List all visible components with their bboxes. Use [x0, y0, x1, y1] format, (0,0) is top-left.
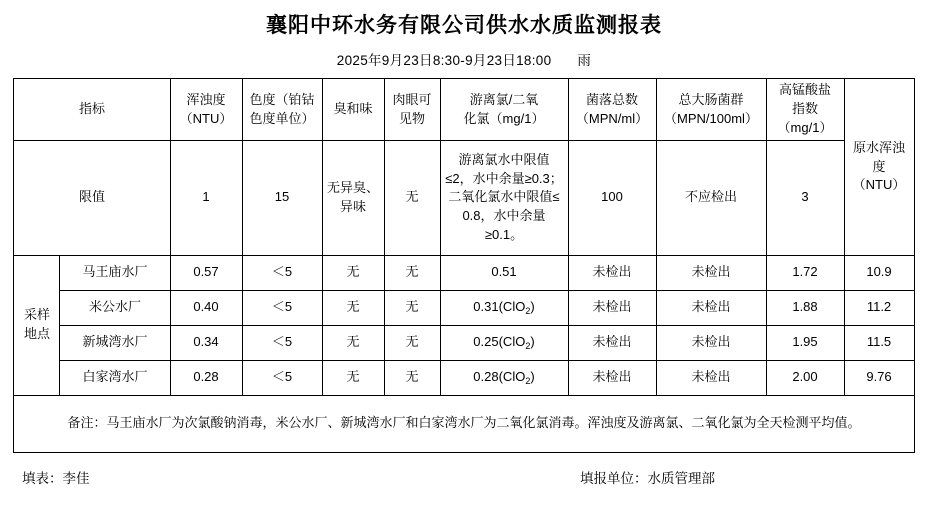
header-turbidity: 浑浊度 （NTU）	[170, 79, 242, 141]
row-colony: 未检出	[568, 360, 656, 395]
limit-chroma: 15	[242, 140, 322, 255]
limit-visible: 无	[384, 140, 440, 255]
limit-label: 限值	[14, 140, 170, 255]
limit-permanganate: 3	[766, 140, 844, 255]
sample-site-label: 采样 地点	[14, 255, 60, 395]
limit-row	[14, 140, 914, 255]
row-raw-turbidity: 11.5	[844, 325, 914, 360]
note-row	[14, 395, 914, 452]
table-header-row	[14, 79, 914, 141]
limit-colony: 100	[568, 140, 656, 255]
header-chroma: 色度（铂钴 色度单位）	[242, 79, 322, 141]
table-row	[14, 290, 914, 325]
row-raw-turbidity: 9.76	[844, 360, 914, 395]
row-site: 马王庙水厂	[60, 255, 170, 290]
header-colony: 菌落总数 （MPN/ml）	[568, 79, 656, 141]
row-permanganate: 1.95	[766, 325, 844, 360]
weather-label: 雨	[577, 53, 592, 69]
row-raw-turbidity: 10.9	[844, 255, 914, 290]
date-range: 2025年9月23日8:30-9月23日18:00	[336, 53, 552, 69]
reporting-unit: 填报单位：水质管理部	[580, 470, 715, 486]
report-subtitle	[0, 39, 928, 78]
row-coliform: 未检出	[656, 360, 766, 395]
row-site: 新城湾水厂	[60, 325, 170, 360]
row-chroma: ＜5	[242, 255, 322, 290]
water-quality-table	[13, 78, 914, 453]
limit-odor: 无异臭、 异味	[322, 140, 384, 255]
row-permanganate: 1.72	[766, 255, 844, 290]
filler-name: 填表：李佳	[22, 470, 90, 486]
row-odor: 无	[322, 325, 384, 360]
row-odor: 无	[322, 360, 384, 395]
header-chlorine: 游离氯/二氧 化氯（mg/1）	[440, 79, 568, 141]
header-odor: 臭和味	[322, 79, 384, 141]
row-coliform: 未检出	[656, 255, 766, 290]
row-raw-turbidity: 11.2	[844, 290, 914, 325]
row-site: 米公水厂	[60, 290, 170, 325]
row-colony: 未检出	[568, 325, 656, 360]
table-row	[14, 255, 914, 290]
table-row	[14, 325, 914, 360]
row-turbidity: 0.40	[170, 290, 242, 325]
table-row	[14, 360, 914, 395]
page-title: 襄阳中环水务有限公司供水水质监测报表	[266, 14, 662, 37]
note-text: 备注：马王庙水厂为次氯酸钠消毒，米公水厂、新城湾水厂和白家湾水厂为二氧化氯消毒。浑浊度及游离氯、二氧化氯为全天检测平均值。	[14, 395, 914, 452]
row-chroma: ＜5	[242, 360, 322, 395]
row-turbidity: 0.34	[170, 325, 242, 360]
row-visible: 无	[384, 290, 440, 325]
row-coliform: 未检出	[656, 325, 766, 360]
header-coliform: 总大肠菌群 （MPN/100ml）	[656, 79, 766, 141]
row-colony: 未检出	[568, 255, 656, 290]
row-visible: 无	[384, 255, 440, 290]
header-permanganate: 高锰酸盐 指数 （mg/1）	[766, 79, 844, 141]
row-colony: 未检出	[568, 290, 656, 325]
row-chroma: ＜5	[242, 325, 322, 360]
header-index-label: 指标	[14, 79, 170, 141]
row-chlorine: 0.28(ClO$_2$)	[440, 360, 568, 395]
row-visible: 无	[384, 360, 440, 395]
header-visible: 肉眼可 见物	[384, 79, 440, 141]
limit-chlorine: 游离氯水中限值 ≤2，水中余量≥0.3；二氧化氯水中限值≤ 0.8，水中余量≥0.1。	[440, 140, 568, 255]
report-footer	[14, 453, 914, 487]
row-odor: 无	[322, 255, 384, 290]
limit-turbidity: 1	[170, 140, 242, 255]
row-site: 白家湾水厂	[60, 360, 170, 395]
row-chlorine: 0.31(ClO$_2$)	[440, 290, 568, 325]
row-chlorine: 0.51	[440, 255, 568, 290]
row-coliform: 未检出	[656, 290, 766, 325]
limit-coliform: 不应检出	[656, 140, 766, 255]
row-chroma: ＜5	[242, 290, 322, 325]
row-permanganate: 2.00	[766, 360, 844, 395]
row-turbidity: 0.57	[170, 255, 242, 290]
row-permanganate: 1.88	[766, 290, 844, 325]
row-visible: 无	[384, 325, 440, 360]
row-turbidity: 0.28	[170, 360, 242, 395]
row-odor: 无	[322, 290, 384, 325]
header-raw-turbidity: 原水浑浊 度 （NTU）	[844, 79, 914, 256]
row-chlorine: 0.25(ClO$_2$)	[440, 325, 568, 360]
